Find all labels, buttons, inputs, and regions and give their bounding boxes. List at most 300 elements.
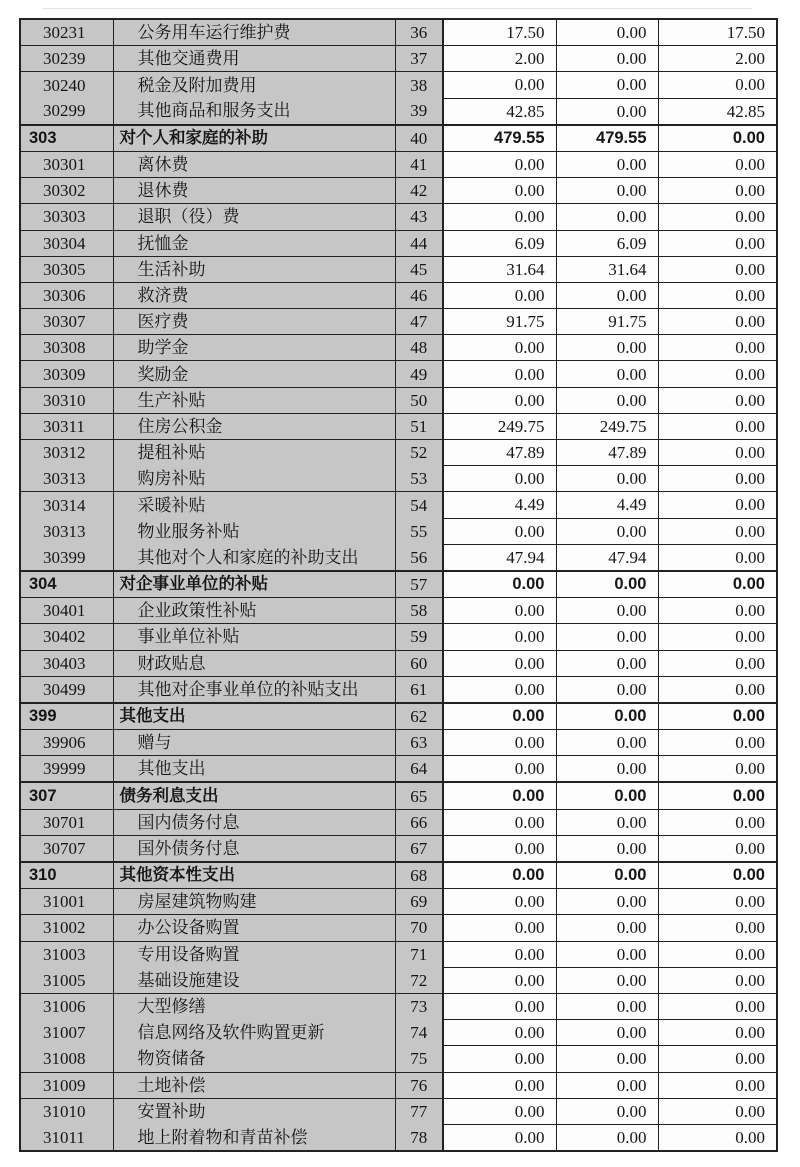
subject-code-cell: 31003 (20, 941, 113, 967)
amount-cell-1: 0.00 (443, 387, 556, 413)
amount-cell-1: 31.64 (443, 256, 556, 282)
subject-name-cell: 其他资本性支出 (113, 862, 395, 889)
amount-cell-2: 479.55 (556, 125, 658, 152)
amount-cell-1: 0.00 (443, 730, 556, 756)
subject-code-cell: 30303 (20, 204, 113, 230)
line-number-cell: 39 (395, 98, 443, 125)
amount-cell-2: 0.00 (556, 282, 658, 308)
amount-cell-2: 0.00 (556, 730, 658, 756)
amount-cell-1: 0.00 (443, 1098, 556, 1124)
subject-name-cell: 信息网络及软件购置更新 (113, 1020, 395, 1046)
amount-cell-1: 0.00 (443, 835, 556, 862)
subject-code-cell: 30403 (20, 650, 113, 676)
line-number-cell: 46 (395, 282, 443, 308)
line-number-cell: 68 (395, 862, 443, 889)
subject-code-cell: 30402 (20, 624, 113, 650)
amount-cell-3: 0.00 (658, 466, 777, 492)
table-row (20, 440, 777, 466)
section-row (20, 125, 777, 152)
table-row (20, 19, 777, 46)
line-number-cell: 50 (395, 387, 443, 413)
subject-name-cell: 企业政策性补贴 (113, 598, 395, 624)
table-row (20, 809, 777, 835)
amount-cell-2: 0.00 (556, 178, 658, 204)
line-number-cell: 65 (395, 782, 443, 809)
amount-cell-3: 0.00 (658, 1020, 777, 1046)
section-row (20, 862, 777, 889)
amount-cell-2: 0.00 (556, 993, 658, 1019)
subject-name-cell: 医疗费 (113, 309, 395, 335)
amount-cell-2: 0.00 (556, 889, 658, 915)
subject-code-cell: 30313 (20, 518, 113, 544)
table-row (20, 1046, 777, 1072)
amount-cell-3: 0.00 (658, 204, 777, 230)
amount-cell-3: 0.00 (658, 730, 777, 756)
subject-code-cell: 30312 (20, 440, 113, 466)
amount-cell-2: 0.00 (556, 598, 658, 624)
amount-cell-3: 0.00 (658, 571, 777, 598)
amount-cell-3: 0.00 (658, 387, 777, 413)
amount-cell-3: 0.00 (658, 178, 777, 204)
amount-cell-2: 0.00 (556, 98, 658, 125)
amount-cell-3: 0.00 (658, 889, 777, 915)
amount-cell-3: 0.00 (658, 676, 777, 703)
amount-cell-1: 0.00 (443, 889, 556, 915)
amount-cell-1: 0.00 (443, 862, 556, 889)
amount-cell-2: 0.00 (556, 967, 658, 993)
subject-code-cell: 31001 (20, 889, 113, 915)
amount-cell-1: 0.00 (443, 571, 556, 598)
amount-cell-1: 0.00 (443, 967, 556, 993)
subject-code-cell: 30314 (20, 492, 113, 518)
line-number-cell: 53 (395, 466, 443, 492)
amount-cell-3: 0.00 (658, 1072, 777, 1098)
subject-name-cell: 税金及附加费用 (113, 72, 395, 98)
table-row (20, 151, 777, 177)
table-row (20, 282, 777, 308)
amount-cell-1: 91.75 (443, 309, 556, 335)
amount-cell-3: 0.00 (658, 862, 777, 889)
line-number-cell: 51 (395, 413, 443, 439)
line-number-cell: 64 (395, 756, 443, 783)
amount-cell-3: 0.00 (658, 282, 777, 308)
line-number-cell: 44 (395, 230, 443, 256)
amount-cell-3: 0.00 (658, 413, 777, 439)
subject-code-cell: 30307 (20, 309, 113, 335)
line-number-cell: 72 (395, 967, 443, 993)
table-row (20, 730, 777, 756)
amount-cell-3: 0.00 (658, 361, 777, 387)
amount-cell-3: 42.85 (658, 98, 777, 125)
subject-name-cell: 房屋建筑物购建 (113, 889, 395, 915)
subject-code-cell: 30240 (20, 72, 113, 98)
line-number-cell: 56 (395, 544, 443, 571)
subject-name-cell: 土地补偿 (113, 1072, 395, 1098)
amount-cell-2: 0.00 (556, 204, 658, 230)
subject-code-cell: 31008 (20, 1046, 113, 1072)
line-number-cell: 62 (395, 703, 443, 730)
subject-name-cell: 对企事业单位的补贴 (113, 571, 395, 598)
amount-cell-1: 2.00 (443, 46, 556, 72)
subject-code-cell: 30499 (20, 676, 113, 703)
table-row (20, 518, 777, 544)
amount-cell-1: 0.00 (443, 335, 556, 361)
line-number-cell: 48 (395, 335, 443, 361)
amount-cell-2: 6.09 (556, 230, 658, 256)
line-number-cell: 75 (395, 1046, 443, 1072)
line-number-cell: 41 (395, 151, 443, 177)
amount-cell-1: 0.00 (443, 466, 556, 492)
table-row (20, 466, 777, 492)
subject-name-cell: 国内债务付息 (113, 809, 395, 835)
budget-table (19, 18, 778, 1152)
amount-cell-3: 0.00 (658, 230, 777, 256)
subject-code-cell: 30299 (20, 98, 113, 125)
table-row (20, 1020, 777, 1046)
subject-code-cell: 30309 (20, 361, 113, 387)
amount-cell-2: 0.00 (556, 835, 658, 862)
amount-cell-1: 17.50 (443, 19, 556, 46)
table-row (20, 361, 777, 387)
line-number-cell: 71 (395, 941, 443, 967)
table-row (20, 72, 777, 98)
amount-cell-3: 0.00 (658, 256, 777, 282)
subject-code-cell: 39906 (20, 730, 113, 756)
amount-cell-2: 0.00 (556, 151, 658, 177)
line-number-cell: 61 (395, 676, 443, 703)
subject-name-cell: 对个人和家庭的补助 (113, 125, 395, 152)
amount-cell-2: 0.00 (556, 1020, 658, 1046)
section-row (20, 782, 777, 809)
amount-cell-2: 0.00 (556, 624, 658, 650)
amount-cell-3: 0.00 (658, 915, 777, 941)
amount-cell-1: 249.75 (443, 413, 556, 439)
line-number-cell: 76 (395, 1072, 443, 1098)
subject-name-cell: 债务利息支出 (113, 782, 395, 809)
table-row (20, 1124, 777, 1151)
amount-cell-3: 0.00 (658, 703, 777, 730)
table-row (20, 256, 777, 282)
line-number-cell: 78 (395, 1124, 443, 1151)
subject-name-cell: 安置补助 (113, 1098, 395, 1124)
subject-name-cell: 公务用车运行维护费 (113, 19, 395, 46)
amount-cell-3: 0.00 (658, 993, 777, 1019)
subject-name-cell: 生活补助 (113, 256, 395, 282)
amount-cell-3: 0.00 (658, 151, 777, 177)
amount-cell-3: 0.00 (658, 492, 777, 518)
subject-name-cell: 事业单位补贴 (113, 624, 395, 650)
amount-cell-3: 0.00 (658, 544, 777, 571)
subject-code-cell: 399 (20, 703, 113, 730)
amount-cell-2: 0.00 (556, 1046, 658, 1072)
amount-cell-2: 0.00 (556, 782, 658, 809)
subject-name-cell: 其他对个人和家庭的补助支出 (113, 544, 395, 571)
table-row (20, 309, 777, 335)
subject-code-cell: 31011 (20, 1124, 113, 1151)
scan-artifact-line (42, 8, 752, 9)
subject-code-cell: 30310 (20, 387, 113, 413)
subject-code-cell: 30304 (20, 230, 113, 256)
amount-cell-2: 91.75 (556, 309, 658, 335)
amount-cell-3: 0.00 (658, 1046, 777, 1072)
subject-code-cell: 30308 (20, 335, 113, 361)
table-row (20, 915, 777, 941)
line-number-cell: 49 (395, 361, 443, 387)
section-row (20, 703, 777, 730)
table-row (20, 1072, 777, 1098)
subject-name-cell: 其他商品和服务支出 (113, 98, 395, 125)
subject-name-cell: 办公设备购置 (113, 915, 395, 941)
amount-cell-1: 6.09 (443, 230, 556, 256)
table-row (20, 624, 777, 650)
amount-cell-1: 0.00 (443, 676, 556, 703)
amount-cell-2: 47.89 (556, 440, 658, 466)
amount-cell-2: 4.49 (556, 492, 658, 518)
amount-cell-2: 0.00 (556, 809, 658, 835)
table-row (20, 544, 777, 571)
amount-cell-2: 0.00 (556, 1098, 658, 1124)
subject-name-cell: 其他支出 (113, 703, 395, 730)
table-row (20, 204, 777, 230)
subject-name-cell: 其他交通费用 (113, 46, 395, 72)
amount-cell-2: 0.00 (556, 1072, 658, 1098)
amount-cell-1: 0.00 (443, 756, 556, 783)
amount-cell-3: 0.00 (658, 309, 777, 335)
table-row (20, 98, 777, 125)
subject-code-cell: 30401 (20, 598, 113, 624)
amount-cell-2: 0.00 (556, 703, 658, 730)
subject-code-cell: 30302 (20, 178, 113, 204)
subject-name-cell: 物资储备 (113, 1046, 395, 1072)
line-number-cell: 63 (395, 730, 443, 756)
amount-cell-2: 0.00 (556, 387, 658, 413)
subject-code-cell: 30313 (20, 466, 113, 492)
budget-table-body (20, 19, 777, 1151)
subject-code-cell: 303 (20, 125, 113, 152)
amount-cell-1: 0.00 (443, 624, 556, 650)
amount-cell-2: 0.00 (556, 46, 658, 72)
amount-cell-1: 0.00 (443, 361, 556, 387)
amount-cell-1: 0.00 (443, 1020, 556, 1046)
subject-name-cell: 退休费 (113, 178, 395, 204)
amount-cell-2: 0.00 (556, 335, 658, 361)
amount-cell-1: 4.49 (443, 492, 556, 518)
line-number-cell: 67 (395, 835, 443, 862)
line-number-cell: 77 (395, 1098, 443, 1124)
line-number-cell: 43 (395, 204, 443, 230)
subject-code-cell: 304 (20, 571, 113, 598)
line-number-cell: 70 (395, 915, 443, 941)
amount-cell-3: 0.00 (658, 941, 777, 967)
amount-cell-1: 47.94 (443, 544, 556, 571)
subject-code-cell: 30701 (20, 809, 113, 835)
amount-cell-2: 0.00 (556, 1124, 658, 1151)
table-row (20, 335, 777, 361)
amount-cell-3: 0.00 (658, 1124, 777, 1151)
table-row (20, 967, 777, 993)
table-row (20, 650, 777, 676)
subject-code-cell: 30399 (20, 544, 113, 571)
amount-cell-2: 0.00 (556, 72, 658, 98)
amount-cell-1: 42.85 (443, 98, 556, 125)
amount-cell-2: 249.75 (556, 413, 658, 439)
line-number-cell: 55 (395, 518, 443, 544)
amount-cell-3: 0.00 (658, 756, 777, 783)
line-number-cell: 54 (395, 492, 443, 518)
table-row (20, 413, 777, 439)
amount-cell-1: 479.55 (443, 125, 556, 152)
amount-cell-1: 0.00 (443, 178, 556, 204)
amount-cell-3: 0.00 (658, 809, 777, 835)
table-row (20, 178, 777, 204)
amount-cell-1: 0.00 (443, 1072, 556, 1098)
subject-code-cell: 31002 (20, 915, 113, 941)
line-number-cell: 38 (395, 72, 443, 98)
section-row (20, 571, 777, 598)
subject-name-cell: 国外债务付息 (113, 835, 395, 862)
amount-cell-3: 0.00 (658, 624, 777, 650)
amount-cell-3: 0.00 (658, 72, 777, 98)
amount-cell-1: 0.00 (443, 915, 556, 941)
amount-cell-1: 0.00 (443, 1046, 556, 1072)
line-number-cell: 45 (395, 256, 443, 282)
amount-cell-1: 47.89 (443, 440, 556, 466)
amount-cell-2: 0.00 (556, 756, 658, 783)
subject-code-cell: 31009 (20, 1072, 113, 1098)
amount-cell-3: 0.00 (658, 335, 777, 361)
subject-name-cell: 采暖补贴 (113, 492, 395, 518)
amount-cell-1: 0.00 (443, 1124, 556, 1151)
amount-cell-2: 0.00 (556, 466, 658, 492)
line-number-cell: 58 (395, 598, 443, 624)
subject-name-cell: 基础设施建设 (113, 967, 395, 993)
line-number-cell: 40 (395, 125, 443, 152)
subject-name-cell: 财政贴息 (113, 650, 395, 676)
subject-name-cell: 提租补贴 (113, 440, 395, 466)
amount-cell-2: 0.00 (556, 862, 658, 889)
subject-code-cell: 30311 (20, 413, 113, 439)
amount-cell-1: 0.00 (443, 650, 556, 676)
subject-code-cell: 31007 (20, 1020, 113, 1046)
amount-cell-2: 0.00 (556, 676, 658, 703)
subject-code-cell: 307 (20, 782, 113, 809)
amount-cell-1: 0.00 (443, 941, 556, 967)
subject-name-cell: 物业服务补贴 (113, 518, 395, 544)
amount-cell-2: 0.00 (556, 650, 658, 676)
line-number-cell: 36 (395, 19, 443, 46)
subject-code-cell: 30239 (20, 46, 113, 72)
subject-name-cell: 救济费 (113, 282, 395, 308)
subject-name-cell: 购房补贴 (113, 466, 395, 492)
subject-name-cell: 奖励金 (113, 361, 395, 387)
amount-cell-1: 0.00 (443, 282, 556, 308)
amount-cell-1: 0.00 (443, 204, 556, 230)
subject-name-cell: 住房公积金 (113, 413, 395, 439)
amount-cell-1: 0.00 (443, 72, 556, 98)
subject-name-cell: 抚恤金 (113, 230, 395, 256)
subject-name-cell: 地上附着物和青苗补偿 (113, 1124, 395, 1151)
amount-cell-3: 0.00 (658, 967, 777, 993)
amount-cell-2: 0.00 (556, 941, 658, 967)
amount-cell-3: 17.50 (658, 19, 777, 46)
subject-code-cell: 30231 (20, 19, 113, 46)
subject-code-cell: 30306 (20, 282, 113, 308)
table-row (20, 46, 777, 72)
amount-cell-2: 0.00 (556, 915, 658, 941)
table-row (20, 230, 777, 256)
table-row (20, 835, 777, 862)
table-row (20, 993, 777, 1019)
table-row (20, 756, 777, 783)
subject-name-cell: 大型修缮 (113, 993, 395, 1019)
line-number-cell: 66 (395, 809, 443, 835)
amount-cell-2: 0.00 (556, 518, 658, 544)
subject-name-cell: 离休费 (113, 151, 395, 177)
table-row (20, 889, 777, 915)
line-number-cell: 69 (395, 889, 443, 915)
line-number-cell: 47 (395, 309, 443, 335)
subject-name-cell: 专用设备购置 (113, 941, 395, 967)
line-number-cell: 73 (395, 993, 443, 1019)
amount-cell-1: 0.00 (443, 598, 556, 624)
table-row (20, 941, 777, 967)
line-number-cell: 57 (395, 571, 443, 598)
table-row (20, 598, 777, 624)
subject-code-cell: 30707 (20, 835, 113, 862)
amount-cell-2: 0.00 (556, 19, 658, 46)
subject-name-cell: 其他支出 (113, 756, 395, 783)
amount-cell-3: 0.00 (658, 1098, 777, 1124)
subject-name-cell: 赠与 (113, 730, 395, 756)
line-number-cell: 74 (395, 1020, 443, 1046)
amount-cell-3: 0.00 (658, 650, 777, 676)
subject-name-cell: 退职（役）费 (113, 204, 395, 230)
subject-name-cell: 其他对企事业单位的补贴支出 (113, 676, 395, 703)
subject-code-cell: 39999 (20, 756, 113, 783)
table-row (20, 1098, 777, 1124)
line-number-cell: 37 (395, 46, 443, 72)
amount-cell-1: 0.00 (443, 151, 556, 177)
subject-code-cell: 30305 (20, 256, 113, 282)
line-number-cell: 59 (395, 624, 443, 650)
subject-name-cell: 生产补贴 (113, 387, 395, 413)
amount-cell-2: 0.00 (556, 571, 658, 598)
amount-cell-1: 0.00 (443, 782, 556, 809)
amount-cell-3: 0.00 (658, 782, 777, 809)
subject-code-cell: 310 (20, 862, 113, 889)
line-number-cell: 60 (395, 650, 443, 676)
amount-cell-3: 0.00 (658, 518, 777, 544)
line-number-cell: 52 (395, 440, 443, 466)
amount-cell-3: 0.00 (658, 598, 777, 624)
table-row (20, 387, 777, 413)
subject-code-cell: 31010 (20, 1098, 113, 1124)
amount-cell-2: 31.64 (556, 256, 658, 282)
amount-cell-1: 0.00 (443, 809, 556, 835)
subject-code-cell: 31005 (20, 967, 113, 993)
amount-cell-2: 0.00 (556, 361, 658, 387)
amount-cell-1: 0.00 (443, 518, 556, 544)
line-number-cell: 42 (395, 178, 443, 204)
amount-cell-3: 0.00 (658, 440, 777, 466)
amount-cell-3: 0.00 (658, 835, 777, 862)
subject-name-cell: 助学金 (113, 335, 395, 361)
amount-cell-3: 0.00 (658, 125, 777, 152)
amount-cell-1: 0.00 (443, 993, 556, 1019)
table-row (20, 676, 777, 703)
table-row (20, 492, 777, 518)
amount-cell-2: 47.94 (556, 544, 658, 571)
